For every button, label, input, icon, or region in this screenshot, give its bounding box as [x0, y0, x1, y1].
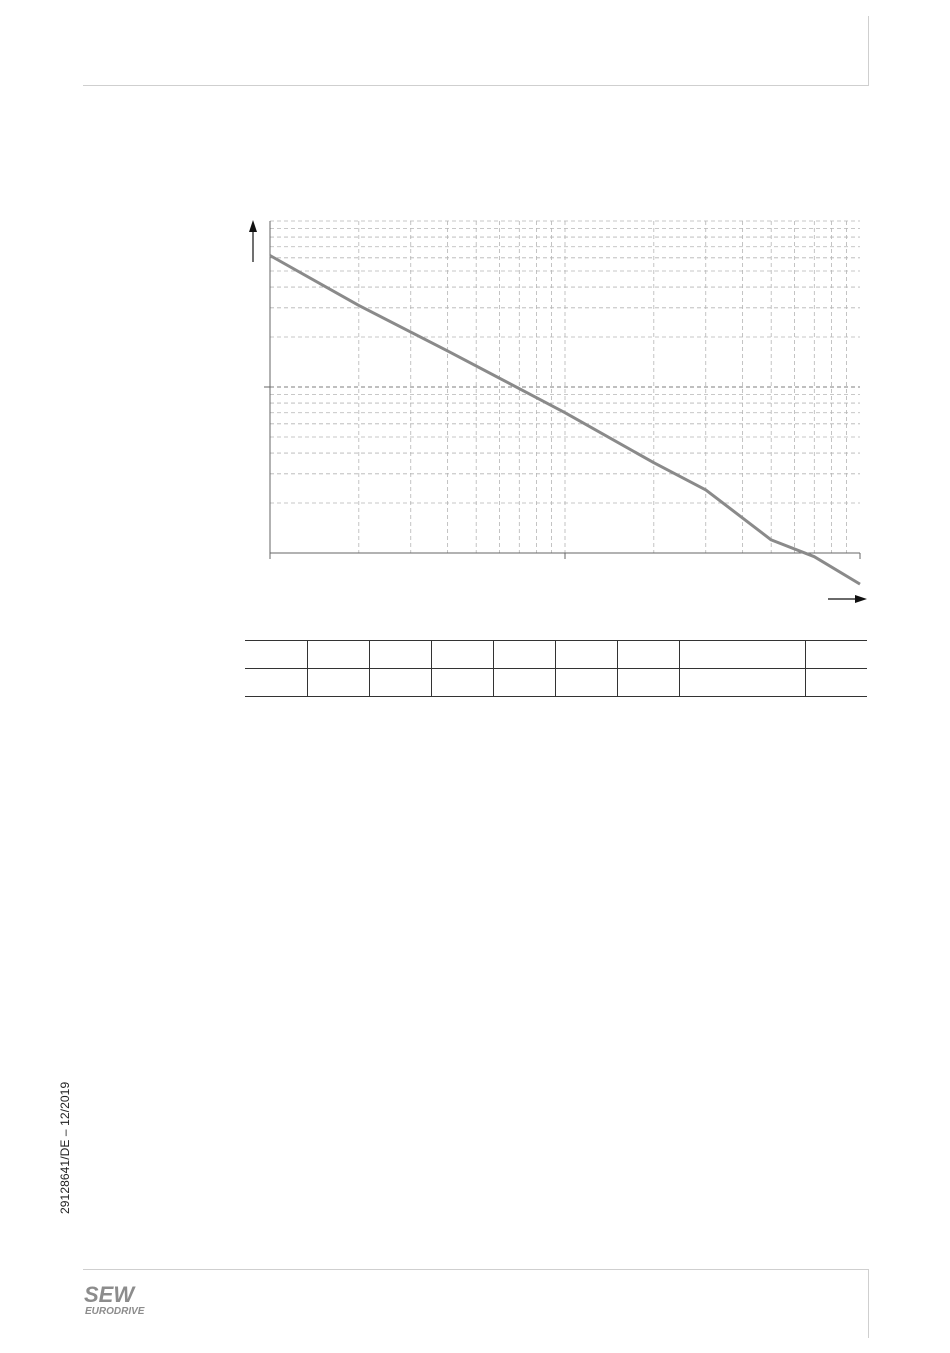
table-cell — [617, 669, 679, 697]
table-cell — [307, 641, 369, 669]
table-cell — [369, 669, 431, 697]
chart-grid — [270, 221, 860, 553]
table-cell — [617, 641, 679, 669]
table-cell — [431, 641, 493, 669]
table-cell — [245, 641, 307, 669]
chart-axes — [249, 220, 867, 603]
table-cell — [493, 669, 555, 697]
chart — [0, 0, 950, 620]
footer-vertical-rule — [868, 1270, 869, 1338]
table-cell — [805, 641, 867, 669]
table-cell — [679, 669, 805, 697]
table-row — [245, 669, 867, 697]
table-cell — [307, 669, 369, 697]
table-cell — [679, 641, 805, 669]
y-axis-arrow-head — [249, 220, 257, 232]
table-cell — [245, 669, 307, 697]
logo-text-sew: SEW — [84, 1284, 135, 1307]
table-cell — [369, 641, 431, 669]
table-row — [245, 641, 867, 669]
table-cell — [555, 641, 617, 669]
footer-rule — [83, 1269, 869, 1270]
table-cell — [493, 641, 555, 669]
document-code: 29128641/DE – 12/2019 — [58, 1081, 72, 1214]
table-cell — [805, 669, 867, 697]
table-cell — [431, 669, 493, 697]
x-axis-arrow-head — [855, 595, 867, 603]
data-table — [245, 640, 867, 697]
table-cell — [555, 669, 617, 697]
logo-text-eurodrive: EURODRIVE — [85, 1306, 145, 1317]
sew-eurodrive-logo — [84, 1284, 154, 1318]
